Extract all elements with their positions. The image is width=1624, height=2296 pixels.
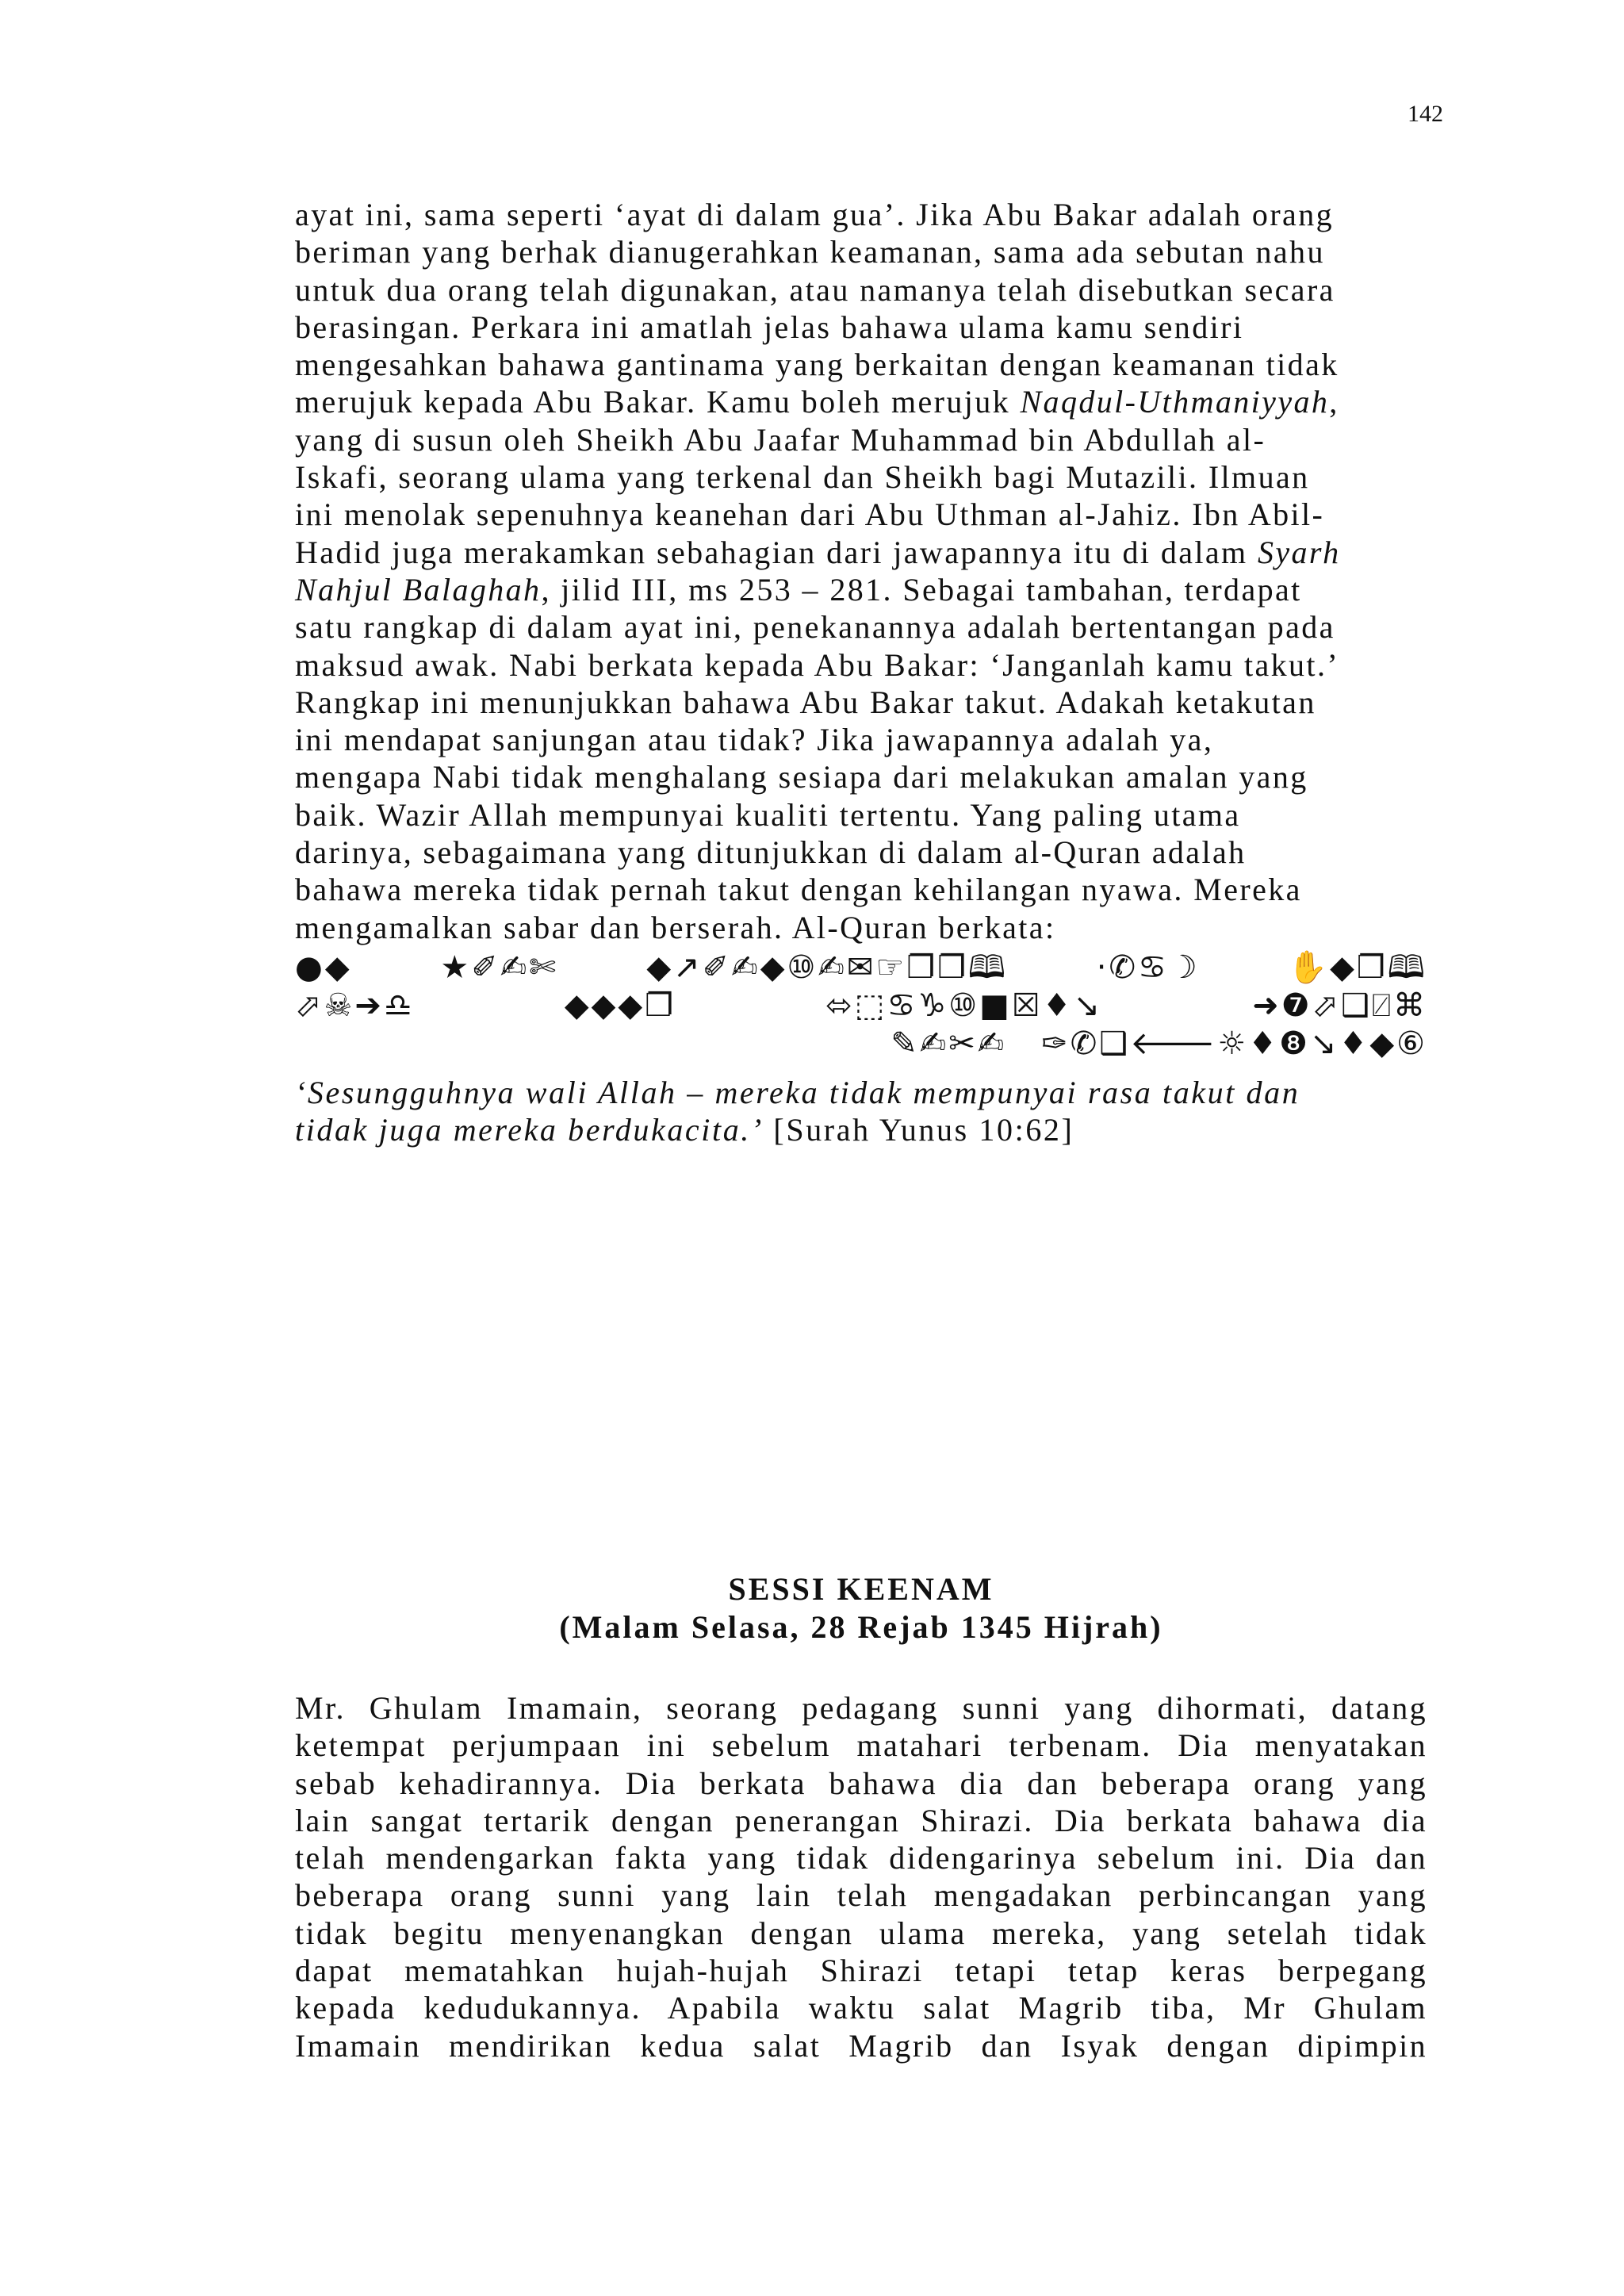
bottom-paragraph	[295, 1689, 1427, 2064]
page-number: 142	[1408, 101, 1443, 127]
glyph-word: ⬄⬚♋♑⑩■☒♦↘	[825, 987, 1103, 1024]
glyph-line-3	[295, 1025, 1427, 1063]
paragraph-line: mengapa Nabi tidak menghalang sesiapa dari melakukan amalan yang	[295, 759, 1308, 795]
quote-line	[295, 1111, 1427, 1148]
paragraph-line: untuk dua orang telah digunakan, atau namanya telah disebutkan secara	[295, 271, 1335, 308]
verse-reference: [Surah Yunus 10:62]	[763, 1112, 1074, 1148]
line-text: Hadid juga merakamkan sebahagian dari jawapannya itu di dalam	[295, 534, 1258, 570]
paragraph-line: darinya, sebagaimana yang ditunjukkan di dalam al-Quran adalah	[295, 834, 1247, 871]
book-title-nahjul: Nahjul Balaghah	[295, 571, 542, 608]
comma: ,	[1329, 384, 1339, 420]
paragraph-line: lain sangat tertarik dengan penerangan Shirazi. Dia berkata bahawa dia	[295, 1802, 1427, 1838]
paragraph-line: kepada kedudukannya. Apabila waktu salat Magrib tiba, Mr Ghulam	[295, 1990, 1427, 2026]
glyph-word: ⬀☠➔♎	[295, 987, 415, 1024]
paragraph-line: satu rangkap di dalam ayat ini, penekanannya adalah bertentangan pada	[295, 609, 1335, 646]
paragraph-line: Iskafi, seorang ulama yang terkenal dan Sheikh bagi Mutazili. Ilmuan	[295, 459, 1310, 496]
glyph-word: ◆↗✐✍◆⑩✍✉☞❐❐🕮	[646, 949, 1009, 986]
quote-text: ‘Sesungguhnya wali Allah – mereka tidak mempunyai rasa takut dan	[295, 1075, 1300, 1110]
session-title: SESSI KEENAM	[728, 1571, 994, 1607]
line-text: merujuk kepada Abu Bakar. Kamu boleh merujuk	[295, 384, 1021, 420]
paragraph-line: beriman yang berhak dianugerahkan keamanan, sama ada sebutan nahu	[295, 234, 1325, 270]
glyph-line-1	[295, 949, 1427, 987]
paragraph-line	[295, 571, 1427, 608]
book-title-syarh: Syarh	[1257, 534, 1341, 570]
paragraph-line: ini mendapat sanjungan atau tidak? Jika jawapannya adalah ya,	[295, 722, 1214, 758]
glyph-word: ✑✆❑🡐☼♦❽↘♦◆⑥	[1041, 1025, 1427, 1062]
paragraph-line: sebab kehadirannya. Dia berkata bahawa dia dan beberapa orang yang	[295, 1765, 1427, 1801]
verse-translation	[295, 1074, 1427, 1148]
glyph-word: ·✆♋☽	[1096, 949, 1200, 986]
paragraph-line: telah mendengarkan fakta yang tidak didengarinya sebelum ini. Dia dan	[295, 1840, 1427, 1876]
book-title-naqdul: Naqdul-Uthmaniyyah	[1020, 384, 1330, 420]
line-text: , jilid III, ms 253 – 281. Sebagai tambahan, terdapat	[541, 571, 1302, 608]
paragraph-line: beberapa orang sunni yang lain telah mengadakan perbincangan yang	[295, 1877, 1427, 1914]
quote-text: tidak juga mereka berdukacita.’	[295, 1112, 764, 1148]
paragraph-line	[295, 534, 1427, 571]
glyph-word: ✎✍✂✍	[891, 1025, 1007, 1062]
paragraph-line: ketempat perjumpaan ini sebelum matahari terbenam. Dia menyatakan	[295, 1727, 1427, 1764]
paragraph-line	[295, 383, 1427, 420]
glyph-word: ✋◆❐🕮	[1288, 949, 1427, 986]
paragraph-line: bahawa mereka tidak pernah takut dengan kehilangan nyawa. Mereka	[295, 872, 1302, 908]
top-paragraph	[295, 196, 1427, 946]
session-subtitle: (Malam Selasa, 28 Rejab 1345 Hijrah)	[559, 1609, 1163, 1645]
paragraph-line: mengamalkan sabar dan berserah. Al-Quran berkata:	[295, 909, 1056, 945]
paragraph-line: mengesahkan bahawa gantinama yang berkaitan dengan keamanan tidak	[295, 347, 1339, 383]
paragraph-line: Rangkap ini menunjukkan bahawa Abu Bakar takut. Adakah ketakutan	[295, 684, 1316, 720]
paragraph-line: berasingan. Perkara ini amatlah jelas bahawa ulama kamu sendiri	[295, 309, 1244, 345]
paragraph-line: maksud awak. Nabi berkata kepada Abu Bakar: ‘Janganlah kamu takut.’	[295, 646, 1340, 683]
paragraph-line: ayat ini, sama seperti ‘ayat di dalam gua’. Jika Abu Bakar adalah orang	[295, 197, 1334, 232]
paragraph-line: baik. Wazir Allah mempunyai kualiti tertentu. Yang paling utama	[295, 796, 1241, 833]
paragraph-line: Imamain mendirikan kedua salat Magrib dan Isyak dengan dipimpin	[295, 2027, 1427, 2064]
paragraph-line: dapat mematahkan hujah-hujah Shirazi tetapi tetap keras berpegang	[295, 1953, 1427, 1989]
glyph-word: ★✐✍✄	[440, 949, 558, 986]
paragraph-line: ini menolak sepenuhnya keanehan dari Abu Uthman al-Jahiz. Ibn Abil-	[295, 496, 1325, 533]
quran-verse-glyphs	[295, 949, 1427, 1063]
glyph-word: ➜❼⬀❑⍁⌘	[1252, 987, 1427, 1024]
glyph-line-2	[295, 987, 1427, 1025]
glyph-word: ◆◆◆❐	[564, 987, 676, 1024]
paragraph-line: yang di susun oleh Sheikh Abu Jaafar Muhammad bin Abdullah al-	[295, 421, 1266, 458]
paragraph-line: tidak begitu menyenangkan dengan ulama mereka, yang setelah tidak	[295, 1915, 1427, 1951]
quote-line	[295, 1074, 1427, 1111]
glyph-word: ●◆	[295, 949, 352, 986]
paragraph-line: Mr. Ghulam Imamain, seorang pedagang sunni yang dihormati, datang	[295, 1690, 1427, 1726]
